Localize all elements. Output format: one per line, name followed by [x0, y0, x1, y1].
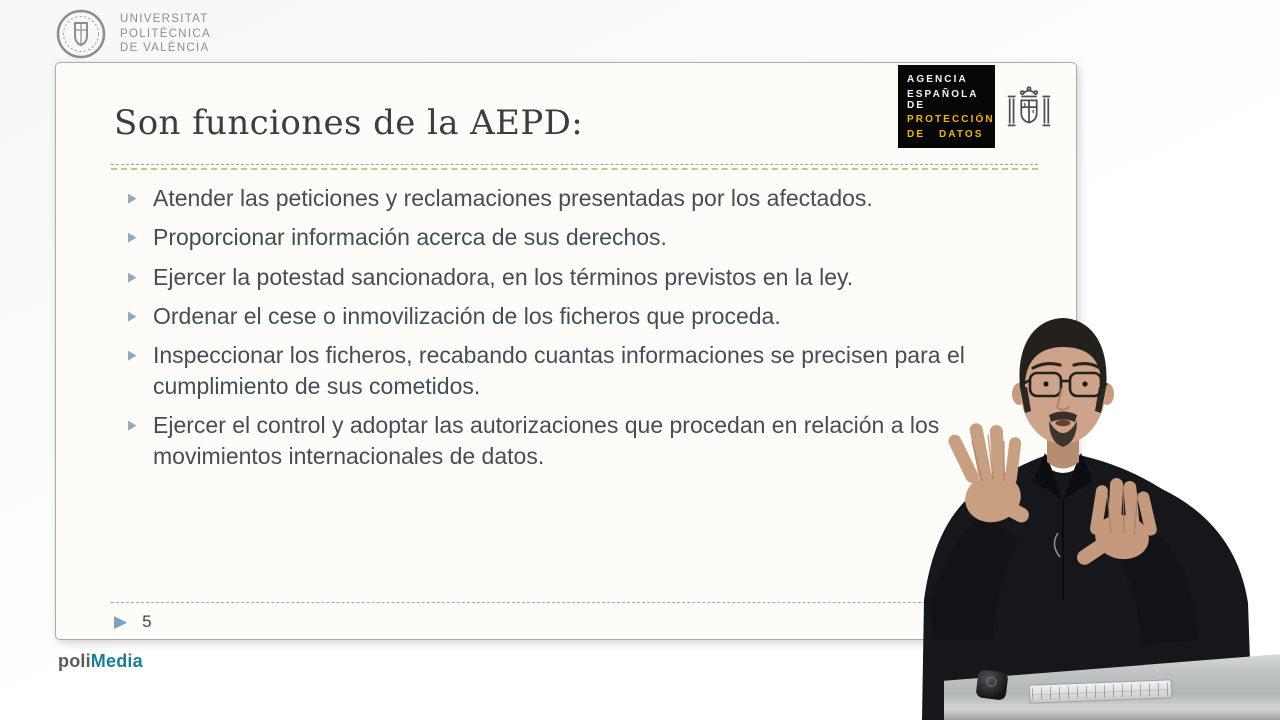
- aepd-line-2: ESPAÑOLA DE: [907, 88, 979, 111]
- list-item: [126, 222, 1014, 252]
- list-item: [126, 183, 1014, 213]
- polimedia-logo: [58, 651, 143, 672]
- list-item: [126, 262, 1014, 292]
- presenter-silhouette: [900, 295, 1280, 720]
- bullet-arrow-icon: ▶: [128, 417, 137, 433]
- upv-line-1: UNIVERSITAT: [120, 12, 209, 25]
- list-item: [126, 340, 1014, 401]
- aepd-line-1: AGENCIA: [907, 74, 968, 85]
- bullet-arrow-icon: ▶: [128, 190, 137, 205]
- aepd-line-3: PROTECCIÓN: [907, 114, 995, 125]
- bullet-list: [126, 183, 1014, 480]
- page-number: 5: [142, 612, 152, 631]
- list-item: [126, 301, 1014, 331]
- bullet-arrow-icon: ▶: [128, 308, 137, 324]
- bullet-arrow-icon: ▶: [128, 268, 137, 284]
- aepd-logo: [898, 65, 995, 148]
- bullet-text: Ordenar el cese o inmovilización de los ficheros que proceda.: [153, 303, 781, 330]
- slide-footer: [114, 612, 152, 632]
- footer-separator: [111, 602, 1036, 603]
- slide-title: Son funciones de la AEPD:: [114, 103, 584, 143]
- upv-seal-icon: [55, 8, 107, 60]
- bullet-text: Proporcionar información acerca de sus derechos.: [153, 224, 667, 251]
- polimedia-part2: Media: [90, 651, 143, 671]
- upv-wordmark: [120, 12, 211, 57]
- polimedia-part1: poli: [58, 651, 91, 671]
- title-separator: [111, 164, 1038, 170]
- bullet-text: Ejercer el control y adoptar las autorizaciones que procedan en relación a los movimientos internacionales de datos.: [153, 412, 940, 469]
- upv-line-3: DE VALÈNCIA: [120, 42, 210, 55]
- upv-line-2: POLITÈCNICA: [120, 27, 211, 40]
- bullet-arrow-icon: ▶: [128, 347, 137, 363]
- presenter-remote: [975, 669, 1008, 700]
- upv-logo: [55, 8, 211, 60]
- bullet-text: Ejercer la potestad sancionadora, en los términos previstos en la ley.: [153, 263, 854, 290]
- spain-coat-of-arms-icon: [1002, 81, 1056, 137]
- page-arrow-icon: ▶: [114, 612, 128, 631]
- bullet-text: Atender las peticiones y reclamaciones presentadas por los afectados.: [153, 185, 873, 211]
- aepd-line-4: DE DATOS: [907, 128, 984, 140]
- bullet-arrow-icon: ▶: [128, 229, 137, 245]
- bullet-text: Inspeccionar los ficheros, recabando cuantas informaciones se precisen para el cumplimiento de sus cometidos.: [153, 342, 965, 399]
- list-item: [126, 410, 1014, 471]
